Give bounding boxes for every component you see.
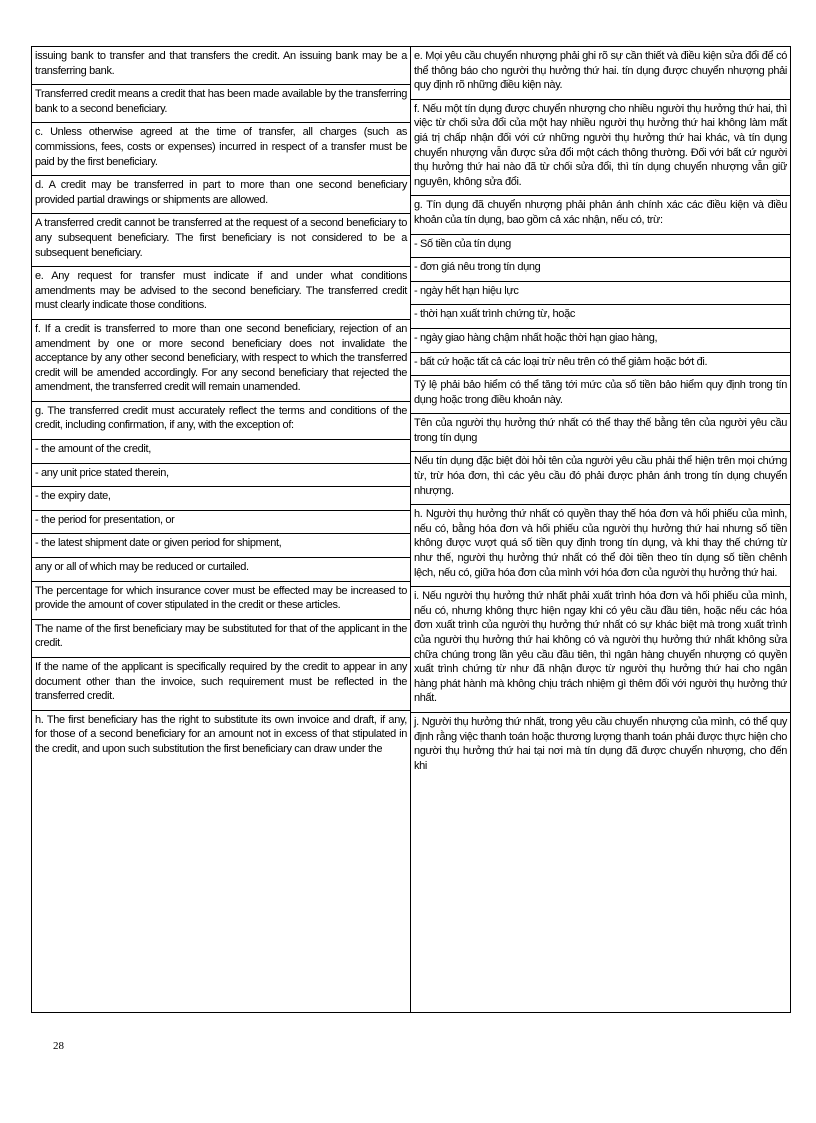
english-paragraph: any or all of which may be reduced or curtailed. [32, 558, 410, 582]
vietnamese-list-item: - đơn giá nêu trong tín dụng [411, 258, 790, 282]
english-paragraph: e. Any request for transfer must indicate if and under what conditions amendments may be advised to the second beneficiary. The transferred credit must clearly indicate those conditions. [32, 267, 410, 320]
vietnamese-paragraph: h. Người thụ hưởng thứ nhất có quyền thay thế hóa đơn và hối phiếu của mình, nếu có, bằng hóa đơn và hối phiếu của người thụ hưởng thứ hai nhưng số tiền không được vượt quá số tiền quy định trong tín dụng, và khi thay thế chứng từ như thế, người thụ hưởng thứ nhất có thể đòi tiền theo tín dụng số tiền chênh lệch, nếu có, giữa hóa đơn của mình với hóa đơn của người thụ hưởng thứ hai. [411, 505, 790, 587]
vietnamese-list-item: - Số tiền của tín dụng [411, 235, 790, 259]
english-paragraph: The name of the first beneficiary may be substituted for that of the applicant in the credit. [32, 620, 410, 658]
english-paragraph: issuing bank to transfer and that transfers the credit. An issuing bank may be a transferring bank. [32, 47, 410, 85]
vietnamese-paragraph: f. Nếu một tín dụng được chuyển nhượng cho nhiều người thụ hưởng thứ hai, thì việc từ chối sửa đổi của một hay nhiều người thụ hưởng thứ hai không làm mất giá trị chấp nhận đối với cứ những người thụ hưởng thứ hai khác, và tín dụng chuyển nhượng vẫn được sửa đổi một cách thông thường. Đối với bất cứ người thụ hưởng thứ hai nào đã từ chối sửa đổi, thì tín dụng chuyển nhượng vẫn giữ nguyên, không sửa đổi. [411, 100, 790, 197]
vietnamese-column [411, 47, 790, 1012]
vietnamese-paragraph: Tỷ lệ phải bảo hiểm có thể tăng tới mức của số tiền bảo hiểm quy định trong tín dụng hoặc trong điều khoản này. [411, 376, 790, 414]
english-paragraph: d. A credit may be transferred in part to more than one second beneficiary provided partial drawings or shipments are allowed. [32, 176, 410, 214]
vietnamese-paragraph: Tên của người thụ hưởng thứ nhất có thể thay thế bằng tên của người yêu cầu trong tín dụng [411, 414, 790, 452]
english-column [32, 47, 411, 1012]
vietnamese-paragraph: i. Nếu người thụ hưởng thứ nhất phải xuất trình hóa đơn và hối phiếu của mình, nếu có, nhưng không thực hiện ngay khi có yêu cầu đầu tiên, hoặc nếu các hóa đơn xuất trình của người thụ hưởng thứ nhất có sự khác biệt mà trong xuất trình của người thụ hưởng thứ hai không có và người thụ hưởng thứ nhất không sửa chữa chúng trong lần yêu cầu đầu tiên, thì ngân hàng chuyển nhượng có quyền xuất trình chứng từ như đã nhận được từ người thụ hưởng thứ hai cho ngân hàng phát hành mà không chịu trách nhiệm gì thêm đối với người thụ hưởng thứ nhất. [411, 587, 790, 713]
vietnamese-list-item: - thời hạn xuất trình chứng từ, hoặc [411, 305, 790, 329]
english-paragraph: If the name of the applicant is specifically required by the credit to appear in any document other than the invoice, such requirement must be reflected in the transferred credit. [32, 658, 410, 711]
vietnamese-paragraph: g. Tín dụng đã chuyển nhượng phải phản ánh chính xác các điều kiện và điều khoản của tín dụng, bao gồm cả xác nhận, nếu có, trừ: [411, 196, 790, 234]
vietnamese-paragraph: Nếu tín dụng đặc biệt đòi hỏi tên của người yêu cầu phải thể hiện trên mọi chứng từ, trừ hóa đơn, thì các yêu cầu đó phải được phản ánh trong tín dụng chuyển nhượng. [411, 452, 790, 505]
vietnamese-list-item: - bất cứ hoặc tất cả các loại trừ nêu trên có thể giảm hoặc bớt đi. [411, 353, 790, 377]
english-list-item: - the latest shipment date or given period for shipment, [32, 534, 410, 558]
page-number: 28 [53, 1040, 64, 1052]
vietnamese-paragraph: e. Mọi yêu cầu chuyển nhượng phải ghi rõ sự cần thiết và điều kiện sửa đổi để có thể thông báo cho người thụ hưởng thứ hai. tín dụng được chuyển nhượng phải quy định rõ những điều kiện này. [411, 47, 790, 100]
vietnamese-list-item: - ngày hết hạn hiệu lực [411, 282, 790, 306]
english-list-item: - any unit price stated therein, [32, 464, 410, 488]
english-paragraph: g. The transferred credit must accurately reflect the terms and conditions of the credit, including confirmation, if any, with the exception of: [32, 402, 410, 440]
english-list-item: - the period for presentation, or [32, 511, 410, 535]
vietnamese-list-item: - ngày giao hàng chậm nhất hoặc thời hạn giao hàng, [411, 329, 790, 353]
english-paragraph: f. If a credit is transferred to more than one second beneficiary, rejection of an amendment by one or more second beneficiary does not invalidate the acceptance by any other second beneficiary, with respect to which the transferred credit will be amended accordingly. For any second beneficiary that rejected the amendment, the transferred credit will remain unamended. [32, 320, 410, 402]
english-list-item: - the expiry date, [32, 487, 410, 511]
english-paragraph: Transferred credit means a credit that has been made available by the transferring bank to a second beneficiary. [32, 85, 410, 123]
english-list-item: - the amount of the credit, [32, 440, 410, 464]
vietnamese-paragraph: j. Người thụ hưởng thứ nhất, trong yêu cầu chuyển nhượng của mình, có thể quy định rằng việc thanh toán hoặc thương lượng thanh toán phải được thực hiện cho người thụ hưởng thứ hai tại nơi mà tín dụng đã được chuyển nhượng, cho đến khi [414, 715, 787, 772]
english-paragraph: c. Unless otherwise agreed at the time of transfer, all charges (such as commissions, fees, costs or expenses) incurred in respect of a transfer must be paid by the first beneficiary. [32, 123, 410, 176]
english-paragraph: h. The first beneficiary has the right to substitute its own invoice and draft, if any, for those of a second beneficiary for an amount not in excess of that stipulated in the credit, and upon such substitution the first beneficiary can draw under the [35, 713, 407, 755]
bilingual-table [31, 46, 791, 1013]
english-paragraph: A transferred credit cannot be transferred at the request of a second beneficiary to any subsequent beneficiary. The first beneficiary is not considered to be a subsequent beneficiary. [32, 214, 410, 267]
english-paragraph: The percentage for which insurance cover must be effected may be increased to provide the amount of cover stipulated in the credit or these articles. [32, 582, 410, 620]
